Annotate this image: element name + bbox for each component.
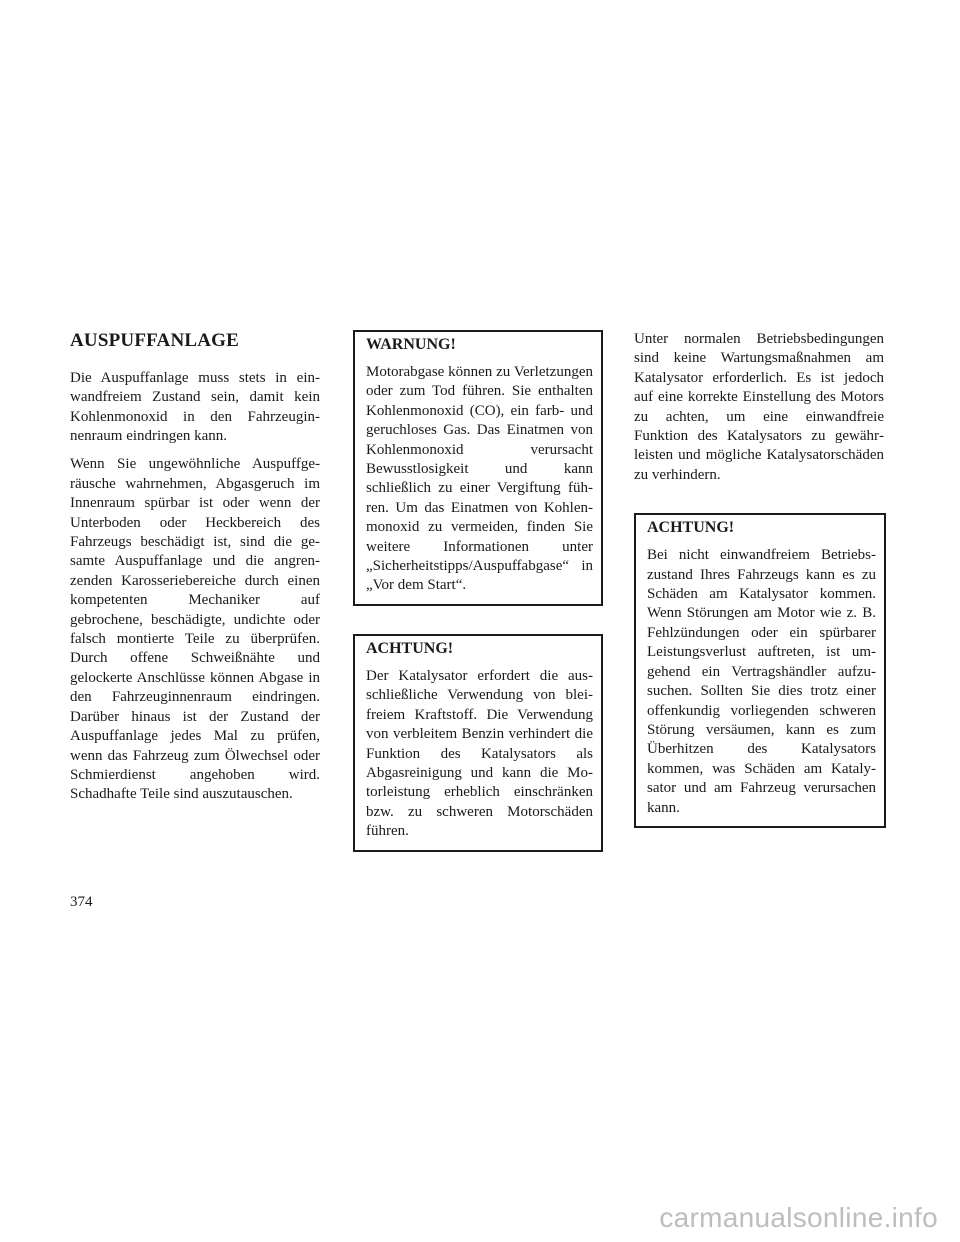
section-title: AUSPUFFANLAGE [70,330,240,351]
warning-text: Motorabgase können zu Verletzungen oder zum Tod führen. Sie enthalten Kohlenmonoxid (CO), ein farb- und geruchloses Gas. Das Einatmen von Kohlenmonoxid verursacht Bewusstlosigkeit und kann schließlich zu einer Vergiftung führen. Um das Einatmen von Kohlenmonoxid zu vermeiden, finden Sie weitere Informationen unter „Sicherheitstipps/Auspuffabgase“ in „Vor dem Start“. [366,364,593,594]
watermark: carmanualsonline.info [659,1202,938,1233]
caution-box-engine [634,513,886,828]
inspection-paragraph: Wenn Sie ungewöhnliche Auspuffgeräusche wahrnehmen, Abgasgeruch im Innenraum spürbar ist oder wenn der Unterboden oder Heckbereich des Fahrzeugs beschädigt ist, sind die gesamte Auspuffanlage und die angrenzenden Karosseriebereiche durch einen kompetenten Mechaniker auf gebrochene, beschädigte, undichte oder falsch montierte Teile zu überprüfen. Durch offene Schweißnähte und gelockerte Anschlüsse können Abgase in den Fahrzeuginnenraum eindringen. Darüber hinaus ist der Zustand der Auspuffanlage jedes Mal zu prüfen, wenn das Fahrzeug zum Ölwechsel oder Schmierdienst angehoben wird. Schadhafte Teile sind auszutauschen. [70,456,320,803]
caution-title-engine: ACHTUNG! [647,519,735,537]
right-column [634,330,884,828]
caution-text-engine: Bei nicht einwandfreiem Betriebszustand Ihres Fahrzeugs kann es zu Schäden am Katalysator kommen. Wenn Störungen am Motor wie z. B. Fehlzündungen oder ein spürbarer Leistungsverlust auftreten, ist umgehend ein Vertragshändler aufzusuchen. Sollten Sie dies trotz einer offenkundig vorliegenden schweren Störung versäumen, kann es zum Überhitzen des Katalysators kommen, was Schäden am Katalysator und am Fahrzeug verursachen kann. [647,547,876,816]
warning-box [353,330,603,606]
caution-text-fuel: Der Katalysator erfordert die ausschließliche Verwendung von bleifreiem Kraftstoff. Die Verwendung von verbleitem Benzin verhindert die Funktion des Katalysators als Abgasreinigung und kann die Motorleistung erheblich einschränken bzw. zu schweren Motorschäden führen. [366,667,593,840]
caution-box-fuel [353,634,603,852]
middle-column [353,330,603,852]
caution-title-fuel: ACHTUNG! [366,639,454,657]
page-number: 374 [70,894,93,910]
catalyst-paragraph: Unter normalen Betriebsbedingungen sind keine Wartungsmaßnahmen am Katalysator erforderlich. Es ist jedoch auf eine korrekte Einstellung des Motors zu achten, um eine einwandfreie Funktion des Katalysators zu gewährleisten und mögliche Katalysatorschäden zu verhindern. [634,331,884,483]
left-column [70,330,320,814]
warning-title: WARNUNG! [366,336,456,353]
intro-paragraph: Die Auspuffanlage muss stets in einwandfreiem Zustand sein, damit kein Kohlenmonoxid in den Fahrzeuginnenraum eindringen kann. [70,369,320,445]
